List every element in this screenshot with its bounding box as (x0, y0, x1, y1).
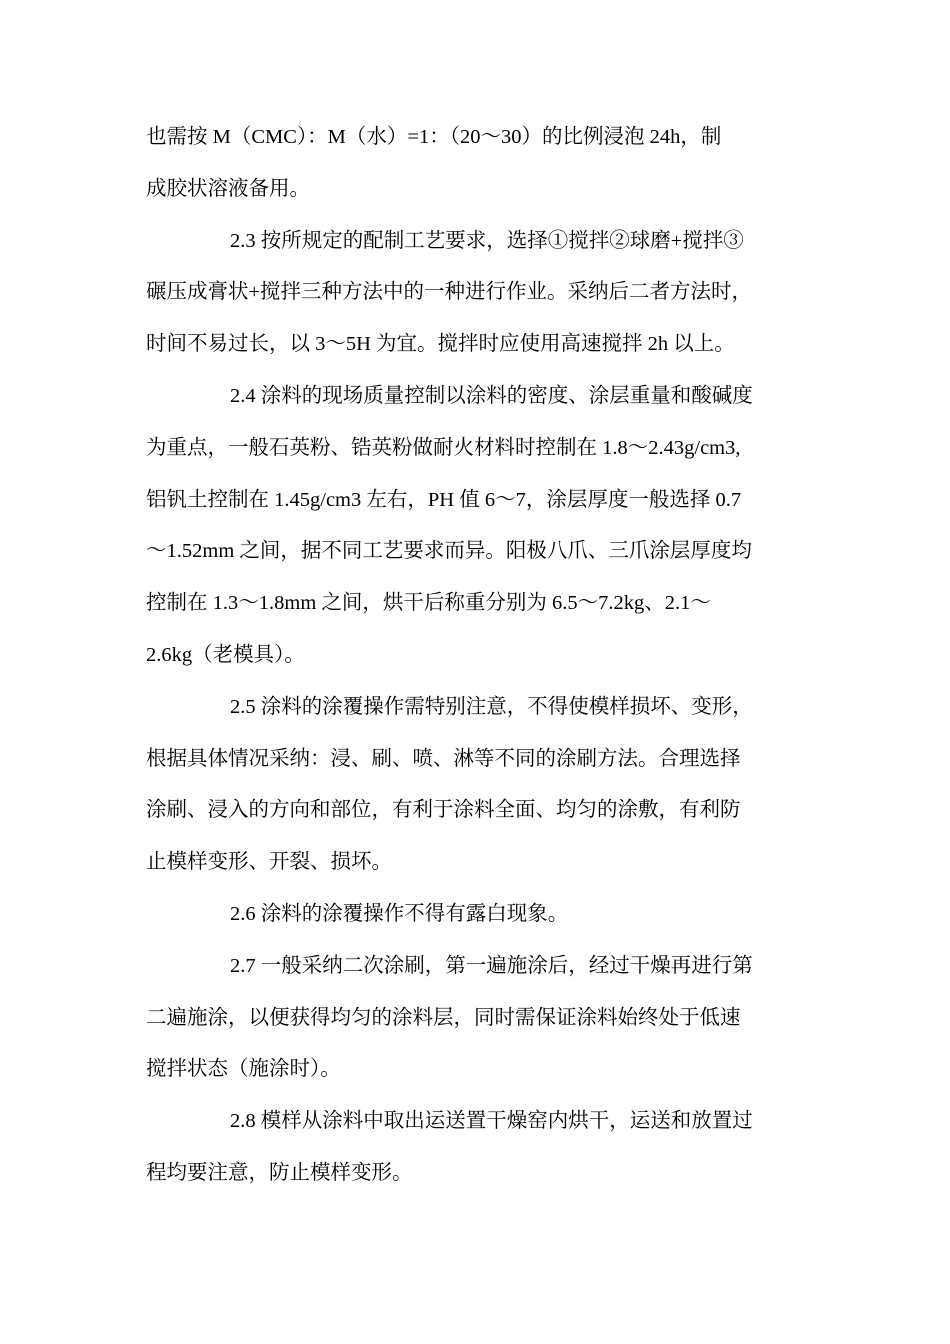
text-line: 铝钒土控制在 1.45g/cm3 左右，PH 值 6～7，涂层厚度一般选择 0.7 (146, 488, 742, 511)
paragraph-2-3-mixing-method (146, 216, 808, 371)
paragraph-2-6-no-exposure (146, 889, 808, 941)
text-line: ～1.52mm 之间，据不同工艺要求而异。阳极八爪、三爪涂层厚度均 (146, 540, 752, 563)
paragraph-cmc-soaking (146, 112, 808, 216)
text-line: 涂刷、浸入的方向和部位，有利于涂料全面、均匀的涂敷，有利防 (146, 799, 741, 822)
text-line: 时间不易过长，以 3～5H 为宜。搅拌时应使用高速搅拌 2h 以上。 (146, 333, 735, 356)
document-body (146, 112, 808, 1200)
text-line: 2.7 一般采纳二次涂刷，第一遍施涂后，经过干燥再进行第 (230, 954, 753, 977)
text-line: 碾压成膏状+搅拌三种方法中的一种进行作业。采纳后二者方法时， (146, 281, 753, 304)
text-line: 控制在 1.3～1.8mm 之间，烘干后称重分别为 6.5～7.2kg、2.1～ (146, 592, 711, 615)
paragraph-2-5-coating-operation (146, 682, 808, 889)
paragraph-2-4-quality-control (146, 371, 808, 682)
text-line: 二遍施涂，以便获得均匀的涂料层，同时需保证涂料始终处于低速 (146, 1006, 741, 1029)
text-line: 2.8 模样从涂料中取出运送置干燥窑内烘干，运送和放置过 (230, 1110, 753, 1133)
text-line: 为重点，一般石英粉、锆英粉做耐火材料时控制在 1.8～2.43g/cm3, (146, 436, 741, 459)
text-line: 也需按 M（CMC）：M（水）=1：（20～30）的比例浸泡 24h，制 (146, 126, 722, 148)
text-line: 2.3 按所规定的配制工艺要求，选择①搅拌②球磨+搅拌③ (230, 229, 744, 252)
text-line: 程均要注意，防止模样变形。 (146, 1161, 413, 1184)
text-line: 2.6 涂料的涂覆操作不得有露白现象。 (230, 902, 569, 925)
text-line: 搅拌状态（施涂时）。 (146, 1058, 341, 1081)
text-line: 2.4 涂料的现场质量控制以涂料的密度、涂层重量和酸碱度 (230, 384, 753, 407)
paragraph-2-8-drying (146, 1096, 808, 1200)
text-line: 2.5 涂料的涂覆操作需特别注意，不得使模样损坏、变形， (230, 695, 753, 718)
paragraph-2-7-two-coats (146, 941, 808, 1096)
text-line: 止模样变形、开裂、损坏。 (146, 851, 392, 874)
text-line: 2.6kg（老模具）。 (146, 643, 305, 666)
text-line: 根据具体情况采纳：浸、刷、喷、淋等不同的涂刷方法。合理选择 (146, 747, 741, 770)
text-line: 成胶状溶液备用。 (146, 177, 310, 200)
